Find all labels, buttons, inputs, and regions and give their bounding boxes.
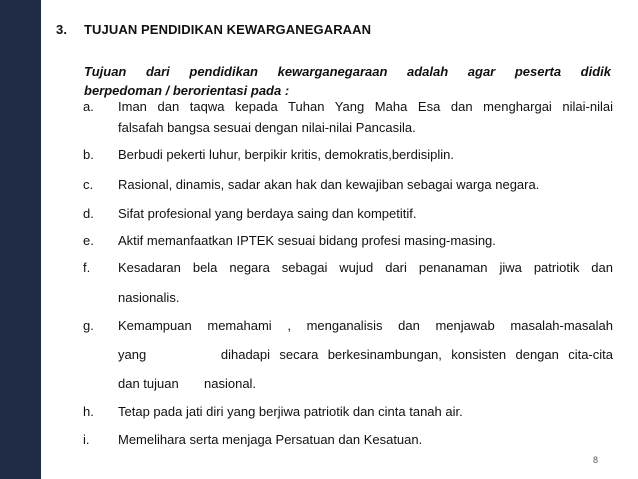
slide-side-bar <box>0 0 41 479</box>
intro-paragraph <box>84 62 611 100</box>
list-item-text: Memelihara serta menjaga Persatuan dan Kesatuan. <box>118 432 423 447</box>
section-heading <box>56 22 371 37</box>
list-item-text: Iman dan taqwa kepada Tuhan Yang Maha Esa dan menghargai nilai-nilai <box>118 99 613 114</box>
list-item-letter: c. <box>83 177 94 192</box>
list-item-letter: g. <box>83 318 94 333</box>
list-item-text: falsafah bangsa sesuai dengan nilai-nilai Pancasila. <box>118 120 416 135</box>
list-item-letter: f. <box>83 260 91 275</box>
list-item-text: yang dihadapi secara berkesinambungan, konsisten dengan cita-cita <box>118 347 613 362</box>
list-item-letter: b. <box>83 147 94 162</box>
list-item-text: Aktif memanfaatkan IPTEK sesuai bidang profesi masing-masing. <box>118 233 496 248</box>
section-number: 3. <box>56 22 68 37</box>
list-item-letter: i. <box>83 432 90 447</box>
list-item-text: Rasional, dinamis, sadar akan hak dan kewajiban sebagai warga negara. <box>118 177 540 192</box>
page-number: 8 <box>592 455 598 465</box>
list-item-text: Sifat profesional yang berdaya saing dan kompetitif. <box>118 206 417 221</box>
intro-line-1: Tujuan dari pendidikan kewarganegaraan adalah agar peserta didik <box>84 64 611 79</box>
list-item-text: Berbudi pekerti luhur, berpikir kritis, demokratis,berdisiplin. <box>118 147 454 162</box>
list-item-text: nasionalis. <box>118 290 180 305</box>
list-item-text: Kesadaran bela negara sebagai wujud dari penanaman jiwa patriotik dan <box>118 260 613 275</box>
list-item-text: Kemampuan memahami , menganalisis dan menjawab masalah-masalah <box>118 318 613 333</box>
list-item-text: Tetap pada jati diri yang berjiwa patriotik dan cinta tanah air. <box>118 404 463 419</box>
section-title: TUJUAN PENDIDIKAN KEWARGANEGARAAN <box>84 22 372 37</box>
list-item-letter: a. <box>83 99 94 114</box>
list-item-letter: d. <box>83 206 94 221</box>
list-item-text: dan tujuan nasional. <box>118 376 257 391</box>
list-item-letter: h. <box>83 404 94 419</box>
intro-line-2: berpedoman / berorientasi pada : <box>84 83 290 98</box>
slide-content <box>41 0 638 479</box>
list-item-letter: e. <box>83 233 94 248</box>
